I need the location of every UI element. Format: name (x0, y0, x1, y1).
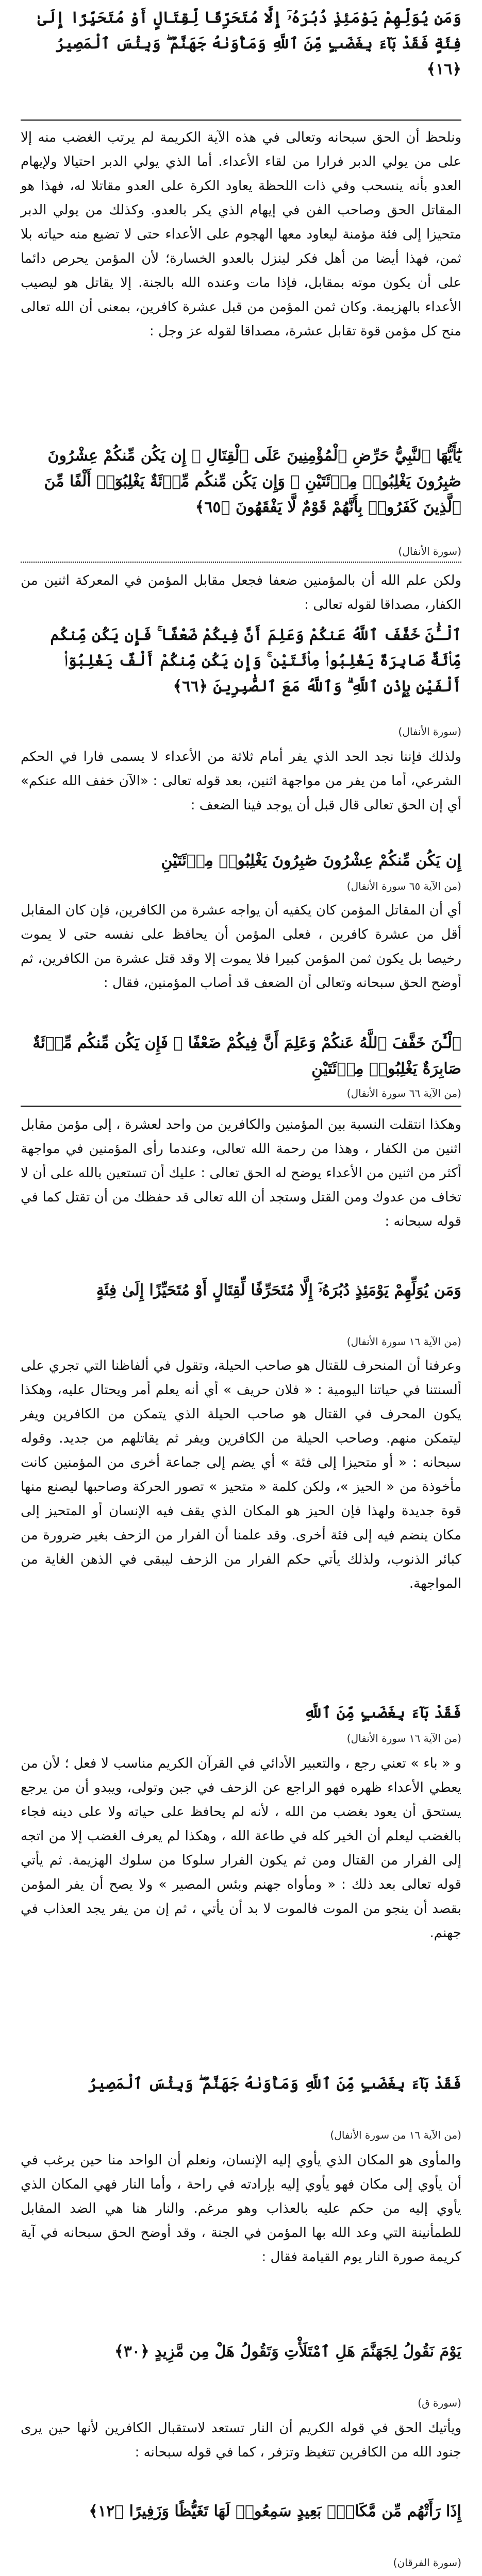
quran-verse: يَوْمَ نَقُولُ لِجَهَنَّمَ هَلِ ٱمْتَلَأْتِ وَتَقُولُ هَلْ مِن مَّزِيدٍ ﴿٣٠﴾ (114, 2343, 461, 2361)
verse-source: (من الآية ١٦ من سورة الأنفال) (330, 2129, 461, 2141)
commentary-paragraph: ولذلك فإننا نجد الحد الذي يفر أمام ثلاثة من الأعداء لا يسمى فارا في الحكم الشرعي، أما من يفر من مواجهة اثنين، بعد قوله تعالى : «الآن خفف الله عنكم» أي إن الحق تعالى قال قبل أن يوجد فينا الضعف : (21, 749, 461, 813)
section-divider (21, 1106, 461, 1107)
verse-divider (21, 120, 461, 121)
verse-source: (من الآية ١٦ سورة الأنفال) (346, 1732, 461, 1744)
section-divider (21, 562, 461, 563)
verse-source: (سورة الفرقان) (393, 2556, 461, 2569)
quran-verse: وَمَن يُوَلِّهِمْ يَوْمَئِذٍ دُبُرَهُۥٓ إِلَّا مُتَحَرِّفًا لِّقِتَالٍ أَوْ مُتَحَيِّزًا إِلَىٰ فِئَةٍ (96, 1281, 461, 1299)
commentary-paragraph: و « باء » تعني رجع ، والتعبير الأدائي في القرآن الكريم مناسب لا فعل ؛ لأن من يعطي الأعداء ظهره فهو الراجع عن الزحف في جبن وتولى، ويبدو أن من يرجع يستحق أن يعود بغضب من الله ، لأنه لم يحافظ على حياته ولا على دينه فجاء بالغضب ليعلم أن الخير كله في طاعة الله ، وهكذا لم يعرف الغضب إلا من اتجه إلى الفرار من القتال ومن ثم يكون الفرار سلوكا من سلوك الهزيمة. ثم يأتي قوله تعالى بعد ذلك : « ومأواه جهنم وبئس المصير » ولا يصح أن يفر المؤمن بقصد أن ينجو من الموت فالموت لا بد أن يأتي ، ثم إن من يفر يجد العذاب في جهنم. (21, 1756, 461, 1941)
verse-source: (سورة الأنفال) (398, 725, 461, 738)
quran-verse: فَقَدْ بَآءَ بِغَضَبٍ مِّنَ ٱللَّهِ وَمَأْوَىٰهُ جَهَنَّمُ ۖ وَبِئْسَ ٱلْمَصِيرُ (88, 2075, 461, 2093)
commentary-paragraph: وعرفنا أن المنحرف للقتال هو صاحب الحيلة، وتقول في ألفاظنا التي تجري على ألسنتنا في حياتنا اليومية : « فلان حريف » أي أنه يعلم أمر ويحتال عليه، وهكذا يكون المحرف في القتال هو صاحب الحيلة الذي يتمكن من الكافرين ويفر ليتمكن منهم. وصاحب الحيلة من الكافرين ويفر ثم يقاتلهم من جديد. وقوله سبحانه : « أو متحيزا إلى فئة » أي يضم إلى جماعة أخرى من المؤمنين كانت مأخوذة من « الحيز »، ولكن كلمة « متحيز » تصور الحركة وصاحبها ليصنع منها قوة جديدة ولهذا فإن الحيز هو المكان الذي يقف فيه الإنسان أو المتحيز إلى مكان ينضم فيه إلى فئة أخرى. وقد علمنا أن الفرار من الزحف بغير ضرورة من كبائر الذنوب، ولذلك يأتي حكم الفرار من الزحف ليبقى في الذهن الغاية من المواجهة. (21, 1358, 461, 1591)
quran-verse: وَمَن يُوَلِّهِمْ يَوْمَئِذٍ دُبُرَهُۥٓ إِلَّا مُتَحَرِّفًا لِّقِتَالٍ أَوْ مُتَحَيِّزًا إِلَىٰ فِئَةٍ فَقَدْ بَآءَ بِغَضَبٍ مِّنَ ٱللَّهِ وَمَأْوَىٰهُ جَهَنَّمُ ۖ وَبِئْسَ ٱلْمَصِيرُ ﴿١٦﴾ (37, 9, 461, 78)
quran-verse: يَٰٓأَيُّهَا ٱلنَّبِيُّ حَرِّضِ ٱلْمُؤْمِنِينَ عَلَى ٱلْقِتَالِ ۚ إِن يَكُن مِّنكُمْ عِشْرُونَ صَٰبِرُونَ يَغْلِبُوا۟ مِا۟ئَتَيْنِ ۚ وَإِن يَكُن مِّنكُم مِّا۟ئَةٌ يَغْلِبُوٓا۟ أَلْفًا مِّنَ ٱلَّذِينَ كَفَرُوا۟ بِأَنَّهُمْ قَوْمٌ لَّا يَفْقَهُونَ ﴿٦٥﴾ (44, 447, 461, 516)
commentary-paragraph: ونلحظ أن الحق سبحانه وتعالى في هذه الآية الكريمة لم يرتب الغضب منه إلا على من يولي الدبر فرارا من لقاء الأعداء. أما الذي يولي الدبر احتيالا ولإيهام العدو بأنه ينسحب وفي ذات اللحظة يعاود الكرة على العدو مقاتلا له، فهذا هو المقاتل الحق وصاحب الفن في إيهام الذي يكر بالعدو. وكذلك من يولي الدبر متحيزا إلى فئة مؤمنة ليعاود معها الهجوم على الأعداء حتى لا تضيع منه حياته بلا ثمن، فهذا أيضا من أهل فكر لينزل بالعدو الخسارة؛ لأن المؤمن يحرص دائما على أن يكون موته بمقابل، فإذا مات وعنده الله بالجنة. إلا يقاتل هو ليصيب الأعداء بالهزيمة. وكان ثمن المؤمن من قبل عشرة كافرين، بمعنى أن الله تعالى منح كل مؤمن قوة تقابل عشرة، مصداقا لقوله عز وجل : (21, 130, 461, 339)
commentary-paragraph: وهكذا انتقلت النسبة بين المؤمنين والكافرين من واحد لعشرة ، إلى مؤمن مقابل اثنين من الكفار ، وهذا من رحمة الله تعالى، وعندما رأى المؤمنين في مواجهة أكثر من اثنين من الأعداء يوضح له الحق تعالى : عليك أن تستعين بالله على أن لا تخاف من عدوك ومن القتل وستجد أن الله تعالى قد حفظك من أن تقتل كما في قوله سبحانه : (21, 1117, 461, 1229)
verse-source: (سورة الأنفال) (398, 545, 461, 557)
quran-verse: إِذَا رَأَتْهُم مِّن مَّكَانٍۭ بَعِيدٍ سَمِعُوا۟ لَهَا تَغَيُّظًا وَزَفِيرًا ﴿١٢﴾ (89, 2502, 461, 2520)
verse-source: (من الآية ١٦ سورة الأنفال) (346, 1335, 461, 1348)
quran-verse: فَقَدْ بَآءَ بِغَضَبٍ مِّنَ ٱللَّهِ (304, 1704, 461, 1722)
commentary-paragraph: والمأوى هو المكان الذي يأوي إليه الإنسان، ونعلم أن الواحد منا حين يرغب في أن يأوي إلى مكان فهو يأوي إليه بإرادته في راحة ، وأما النار فهي المكان الذي يأوي إليه من حكم عليه بالعذاب وهو مرغم. والنار هنا هي الضد المقابل للطمأنينة التي وعد الله بها المؤمن في الجنة ، وقد أوضح الحق سبحانه في آية كريمة صورة النار يوم القيامة فقال : (21, 2153, 461, 2265)
commentary-paragraph: أي أن المقاتل المؤمن كان يكفيه أن يواجه عشرة من الكافرين، فإن كان المقابل أقل من عشرة كافرين ، فعلى المؤمن أن يحافظ على نفسه حتى لا يموت رخيصا بل يكون ثمن المؤمن كبيرا فلا يموت إلا وقد قتل عشرة من الكافرين، ثم أوضح الحق سبحانه وتعالى أن الضعف قد أصاب المؤمنين، فقال : (21, 903, 461, 991)
quran-verse: إِن يَكُن مِّنكُمْ عِشْرُونَ صَٰبِرُونَ يَغْلِبُوا۟ مِا۟ئَتَيْنِ (161, 852, 461, 870)
quran-verse: ٱلْـَٰٔنَ خَفَّفَ ٱللَّهُ عَنكُمْ وَعَلِمَ أَنَّ فِيكُمْ ضَعْفًا ۚ فَإِن يَكُن مِّنكُم مِّا۟ئَةٌ صَابِرَةٌ يَغْلِبُوا۟ مِا۟ئَتَيْنِ (32, 1034, 461, 1078)
verse-source: (سورة ق) (418, 2397, 461, 2409)
commentary-paragraph: ويأتيك الحق في قوله الكريم أن النار تستعد لاستقبال الكافرين لأنها حين يرى جنود الله من الكافرين تتغيظ وتزفر ، كما في قوله سبحانه : (21, 2420, 461, 2460)
verse-source: (من الآية ٦٥ سورة الأنفال) (346, 880, 461, 892)
quran-verse: ٱلْـَٰٔنَ خَفَّفَ ٱللَّهُ عَنكُمْ وَعَلِمَ أَنَّ فِيكُمْ ضَعْفًا ۚ فَإِن يَكُن مِّنكُم مِّا۟ئَةٌ صَابِرَةٌ يَغْلِبُوا۟ مِا۟ئَتَيْنِ ۚ وَإِن يَكُن مِّنكُمْ أَلْفٌ يَغْلِبُوٓا۟ أَلْفَيْنِ بِإِذْنِ ٱللَّهِ ۗ وَٱللَّهُ مَعَ ٱلصَّٰبِرِينَ ﴿٦٦﴾ (50, 626, 461, 696)
commentary-paragraph: ولكن علم الله أن بالمؤمنين ضعفا فجعل مقابل المؤمن في المعركة اثنين من الكفار، مصداقا لقوله تعالى : (21, 573, 461, 613)
verse-source: (من الآية ٦٦ سورة الأنفال) (346, 1087, 461, 1099)
